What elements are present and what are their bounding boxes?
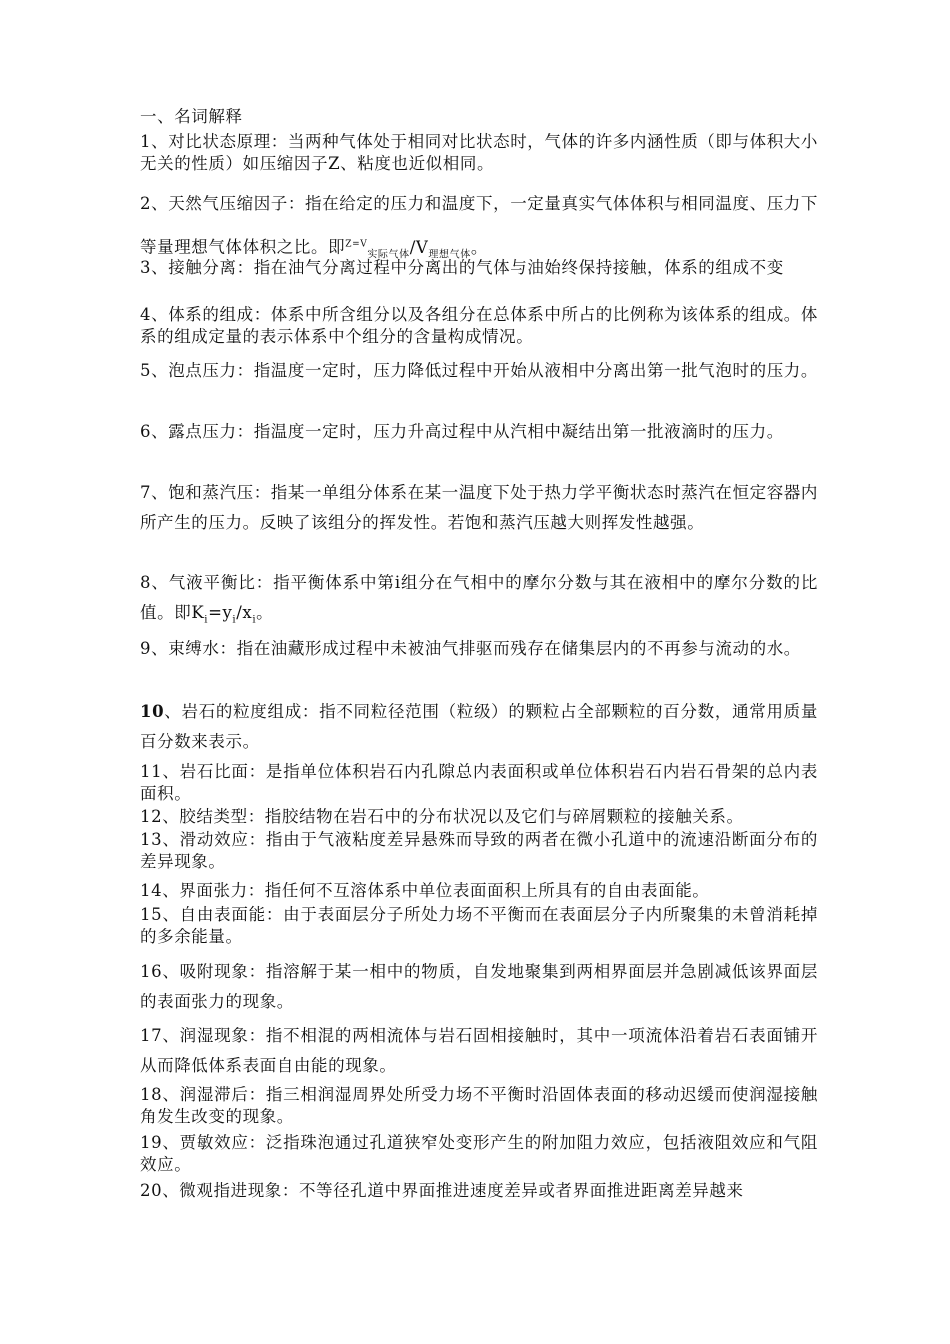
item-number: 13 xyxy=(140,830,163,849)
term-item-8 xyxy=(140,568,818,635)
term-item-3 xyxy=(140,257,818,279)
item-number: 3 xyxy=(140,258,152,277)
term-item-1 xyxy=(140,131,818,175)
term-item-5 xyxy=(140,356,818,386)
item-text: 、润湿现象：指不相混的两相流体与岩石固相接触时，其中一项流体沿着岩石表面铺开从而降低体系表面自由能的现象。 xyxy=(140,1026,818,1075)
item-number: 2 xyxy=(140,194,152,213)
item-number: 1 xyxy=(140,132,152,151)
term-item-6 xyxy=(140,417,818,447)
term-item-13 xyxy=(140,829,818,873)
item-number: 11 xyxy=(140,762,163,781)
item-text: 、泡点压力：指温度一定时，压力降低过程中开始从液相中分离出第一批气泡时的压力。 xyxy=(151,361,819,380)
item-number: 10 xyxy=(140,702,165,721)
item-text: 、天然气压缩因子：指在给定的压力和温度下，一定量真实气体体积与相同温度、压力下等量理想气体体积之比。即 xyxy=(140,194,819,257)
item-text: 、贾敏效应：泛指珠泡通过孔道狭窄处变形产生的附加阻力效应，包括液阻效应和气阻效应。 xyxy=(140,1133,818,1174)
item-text: 、饱和蒸汽压：指某一单组分体系在某一温度下处于热力学平衡状态时蒸汽在恒定容器内所产生的压力。反映了该组分的挥发性。若饱和蒸汽压越大则挥发性越强。 xyxy=(140,483,819,532)
item-text: 、界面张力：指任何不互溶体系中单位表面面积上所具有的自由表面能。 xyxy=(162,881,710,900)
term-item-16 xyxy=(140,957,818,1017)
item-number: 14 xyxy=(140,881,163,900)
section-title: 一、名词解释 xyxy=(140,107,243,126)
term-item-19 xyxy=(140,1132,818,1176)
item-number: 18 xyxy=(140,1085,163,1104)
compressibility-formula: $^{Z=V}_{实际气体}/V_{理想气体}$。 xyxy=(345,237,488,260)
item-number: 17 xyxy=(140,1026,163,1045)
item-text: 、自由表面能：由于表面层分子所处力场不平衡而在表面层分子内所聚集的未曾消耗掉的多余能量。 xyxy=(140,905,818,946)
item-text: 、束缚水：指在油藏形成过程中未被油气排驱而残存在储集层内的不再参与流动的水。 xyxy=(151,639,801,658)
equilibrium-ratio-formula: $K_i=y_i/x_i$。 xyxy=(191,603,274,626)
item-number: 12 xyxy=(140,807,163,826)
term-item-14 xyxy=(140,880,818,902)
item-number: 7 xyxy=(140,483,152,502)
term-item-7 xyxy=(140,478,818,538)
item-number: 20 xyxy=(140,1181,163,1200)
item-text: 、气液平衡比：指平衡体系中第i组分在气相中的摩尔分数与其在液相中的摩尔分数的比值。即 xyxy=(140,573,818,622)
item-text: 、岩石的粒度组成：指不同粒径范围（粒级）的颗粒占全部颗粒的百分数，通常用质量百分数来表示。 xyxy=(140,702,818,751)
item-text: 、露点压力：指温度一定时，压力升高过程中从汽相中凝结出第一批液滴时的压力。 xyxy=(151,422,784,441)
item-text: 、对比状态原理：当两种气体处于相同对比状态时，气体的许多内涵性质（即与体积大小无关的性质）如压缩因子Z、粘度也近似相同。 xyxy=(140,132,819,173)
item-text: 、体系的组成：体系中所含组分以及各组分在总体系中所占的比例称为该体系的组成。体系的组成定量的表示体系中个组分的含量构成情况。 xyxy=(140,305,819,346)
item-text: 、吸附现象：指溶解于某一相中的物质，自发地聚集到两相界面层并急剧减低该界面层的表面张力的现象。 xyxy=(140,962,818,1011)
term-item-4 xyxy=(140,304,818,348)
item-number: 5 xyxy=(140,361,152,380)
term-item-15 xyxy=(140,904,818,948)
item-text: 、润湿滞后：指三相润湿周界处所受力场不平衡时沿固体表面的移动迟缓而使润湿接触角发生改变的现象。 xyxy=(140,1085,818,1126)
item-number: 15 xyxy=(140,905,163,924)
item-text: 、接触分离：指在油气分离过程中分离出的气体与油始终保持接触，体系的组成不变 xyxy=(151,258,784,277)
term-item-9 xyxy=(140,634,818,664)
term-item-20 xyxy=(140,1180,818,1202)
item-text: 、胶结类型：指胶结物在岩石中的分布状况以及它们与碎屑颗粒的接触关系。 xyxy=(162,807,744,826)
term-item-12 xyxy=(140,806,818,828)
item-number: 6 xyxy=(140,422,152,441)
term-item-10 xyxy=(140,697,818,757)
term-item-18 xyxy=(140,1084,818,1128)
item-number: 8 xyxy=(140,573,152,592)
term-item-17 xyxy=(140,1021,818,1081)
item-number: 9 xyxy=(140,639,152,658)
item-number: 19 xyxy=(140,1133,163,1152)
item-text: 、微观指进现象：不等径孔道中界面推进速度差异或者界面推进距离差异越来 xyxy=(162,1181,744,1200)
item-text: 、滑动效应：指由于气液粘度差异悬殊而导致的两者在微小孔道中的流速沿断面分布的差异现象。 xyxy=(140,830,818,871)
item-number: 4 xyxy=(140,305,152,324)
term-item-11 xyxy=(140,761,818,805)
item-number: 16 xyxy=(140,962,163,981)
item-text: 、岩石比面：是指单位体积岩石内孔隙总内表面积或单位体积岩石内岩石骨架的总内表面积。 xyxy=(140,762,818,803)
